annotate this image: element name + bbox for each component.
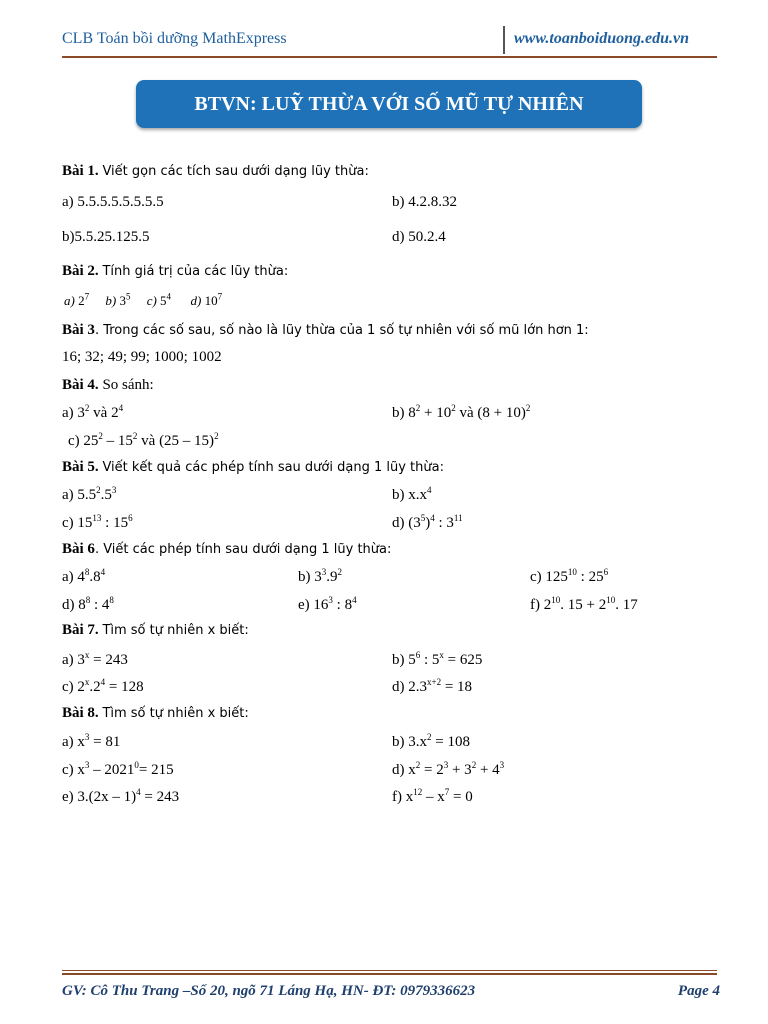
bai2-heading (62, 263, 288, 280)
bai6-item-e: e) $16^3$ : $8^4$ (298, 595, 357, 613)
header-divider (503, 26, 505, 54)
bai1-item-a: a) 5.5.5.5.5.5.5.5 (62, 194, 164, 210)
bai3-text: . Trong các số sau, số nào là lũy thừa của 1 số tự nhiên với số mũ lớn hơn 1: (94, 323, 589, 338)
bai8-text: Tìm số tự nhiên x biết: (102, 706, 249, 721)
bai4-label: Bài 4. (62, 377, 99, 393)
bai4-heading (62, 377, 154, 394)
bai8-item-b: b) $3.x^2 = 108$ (392, 732, 470, 750)
header-rule (62, 56, 717, 58)
bai1-label: Bài 1. (62, 163, 99, 179)
bai1-heading (62, 163, 369, 180)
bai4-item-b: b) $8^2 + 10^2$ và $(8 + 10)^2$ (392, 403, 531, 421)
bai4-text: So sánh: (102, 377, 154, 393)
bai5-item-b: b) $x.x^4$ (392, 485, 432, 503)
bai8-item-c: c) $x^3 - 2021^0= 215$ (62, 760, 174, 778)
bai6-item-a: a) $4^8.8^4$ (62, 567, 106, 585)
bai1-item-b: b) 4.2.8.32 (392, 194, 457, 210)
bai7-item-d: d) $2.3^{x+2} = 18$ (392, 677, 473, 695)
bai3-heading (62, 322, 589, 339)
worksheet-title: BTVN: LUỸ THỪA VỚI SỐ MŨ TỰ NHIÊN (136, 80, 642, 128)
header-website[interactable]: www.toanboiduong.edu.vn (514, 30, 690, 47)
footer-teacher-info: GV: Cô Thu Trang –Số 20, ngõ 71 Láng Hạ, HN- ĐT: 0979336623 (62, 983, 476, 999)
footer-rule-thick (62, 973, 717, 975)
bai3-numbers: 16; 32; 49; 99; 1000; 1002 (62, 349, 222, 365)
bai2-label: Bài 2. (62, 263, 99, 279)
bai7-text: Tìm số tự nhiên x biết: (102, 623, 249, 638)
bai7-item-c: c) $2^x.2^4 = 128$ (62, 677, 144, 695)
bai5-label: Bài 5. (62, 459, 99, 475)
bai2-item-d: d) $10^7$ (190, 292, 223, 309)
bai4-item-a: a) $3^2$ và $2^4$ (62, 403, 124, 421)
footer-page-number: Page 4 (677, 983, 720, 999)
bai3-label: Bài 3 (62, 322, 95, 338)
bai8-item-a: a) $x^3 = 81$ (62, 732, 121, 750)
bai2-item-b: b) $3^5$ (105, 292, 131, 309)
bai6-label: Bài 6 (62, 541, 95, 557)
bai8-item-e: e) 3.(2x – 1)$^4$ = 243 (62, 787, 180, 805)
bai6-text: . Viết các phép tính sau dưới dạng 1 lũy thừa: (94, 542, 392, 557)
bai6-heading (62, 541, 391, 558)
bai6-item-b: b) $3^3.9^2$ (298, 567, 342, 585)
header-club-name: CLB Toán bồi dưỡng MathExpress (62, 30, 287, 47)
bai5-item-a: a) $5.5^2.5^3$ (62, 485, 117, 503)
bai5-item-c: c) $15^{13}$ : $15^6$ (62, 513, 133, 531)
bai2-item-a: a) $2^7$ (64, 292, 90, 309)
bai7-item-a: a) $3^x = 243$ (62, 650, 128, 668)
bai5-text: Viết kết quả các phép tính sau dưới dạng 1 lũy thừa: (102, 460, 444, 475)
bai4-item-c: c) $25^2 - 15^2$ và (25 – 15)$^2$ (68, 431, 219, 449)
bai7-label: Bài 7. (62, 622, 99, 638)
bai1-item-c: b)5.5.25.125.5 (62, 229, 150, 245)
bai8-heading (62, 705, 249, 722)
footer-rule-thin (62, 970, 717, 971)
bai1-text: Viết gọn các tích sau dưới dạng lũy thừa: (102, 164, 369, 179)
bai5-item-d: d) $(3^5)^4$ : $3^{11}$ (392, 513, 463, 531)
bai6-item-d: d) $8^8$ : $4^8$ (62, 595, 114, 613)
bai1-item-d: d) 50.2.4 (392, 229, 446, 245)
bai6-item-f: f) $2^{10}$. $15 + 2^{10}$. 17 (530, 595, 638, 613)
bai6-item-c: c) $125^{10}$ : $25^6$ (530, 567, 609, 585)
bai2-item-c: c) $5^4$ (146, 292, 172, 309)
bai7-heading (62, 622, 249, 639)
bai8-label: Bài 8. (62, 705, 99, 721)
bai7-item-b: b) $5^6$ : $5^x = 625$ (392, 650, 483, 668)
bai5-heading (62, 459, 444, 476)
bai2-items (64, 292, 222, 309)
bai2-text: Tính giá trị của các lũy thừa: (102, 264, 289, 279)
bai8-item-f: f) $x^{12} - x^7 = 0$ (392, 787, 473, 805)
bai8-item-d: d) $x^2 = 2^3 + 3^2 + 4^3$ (392, 760, 505, 778)
